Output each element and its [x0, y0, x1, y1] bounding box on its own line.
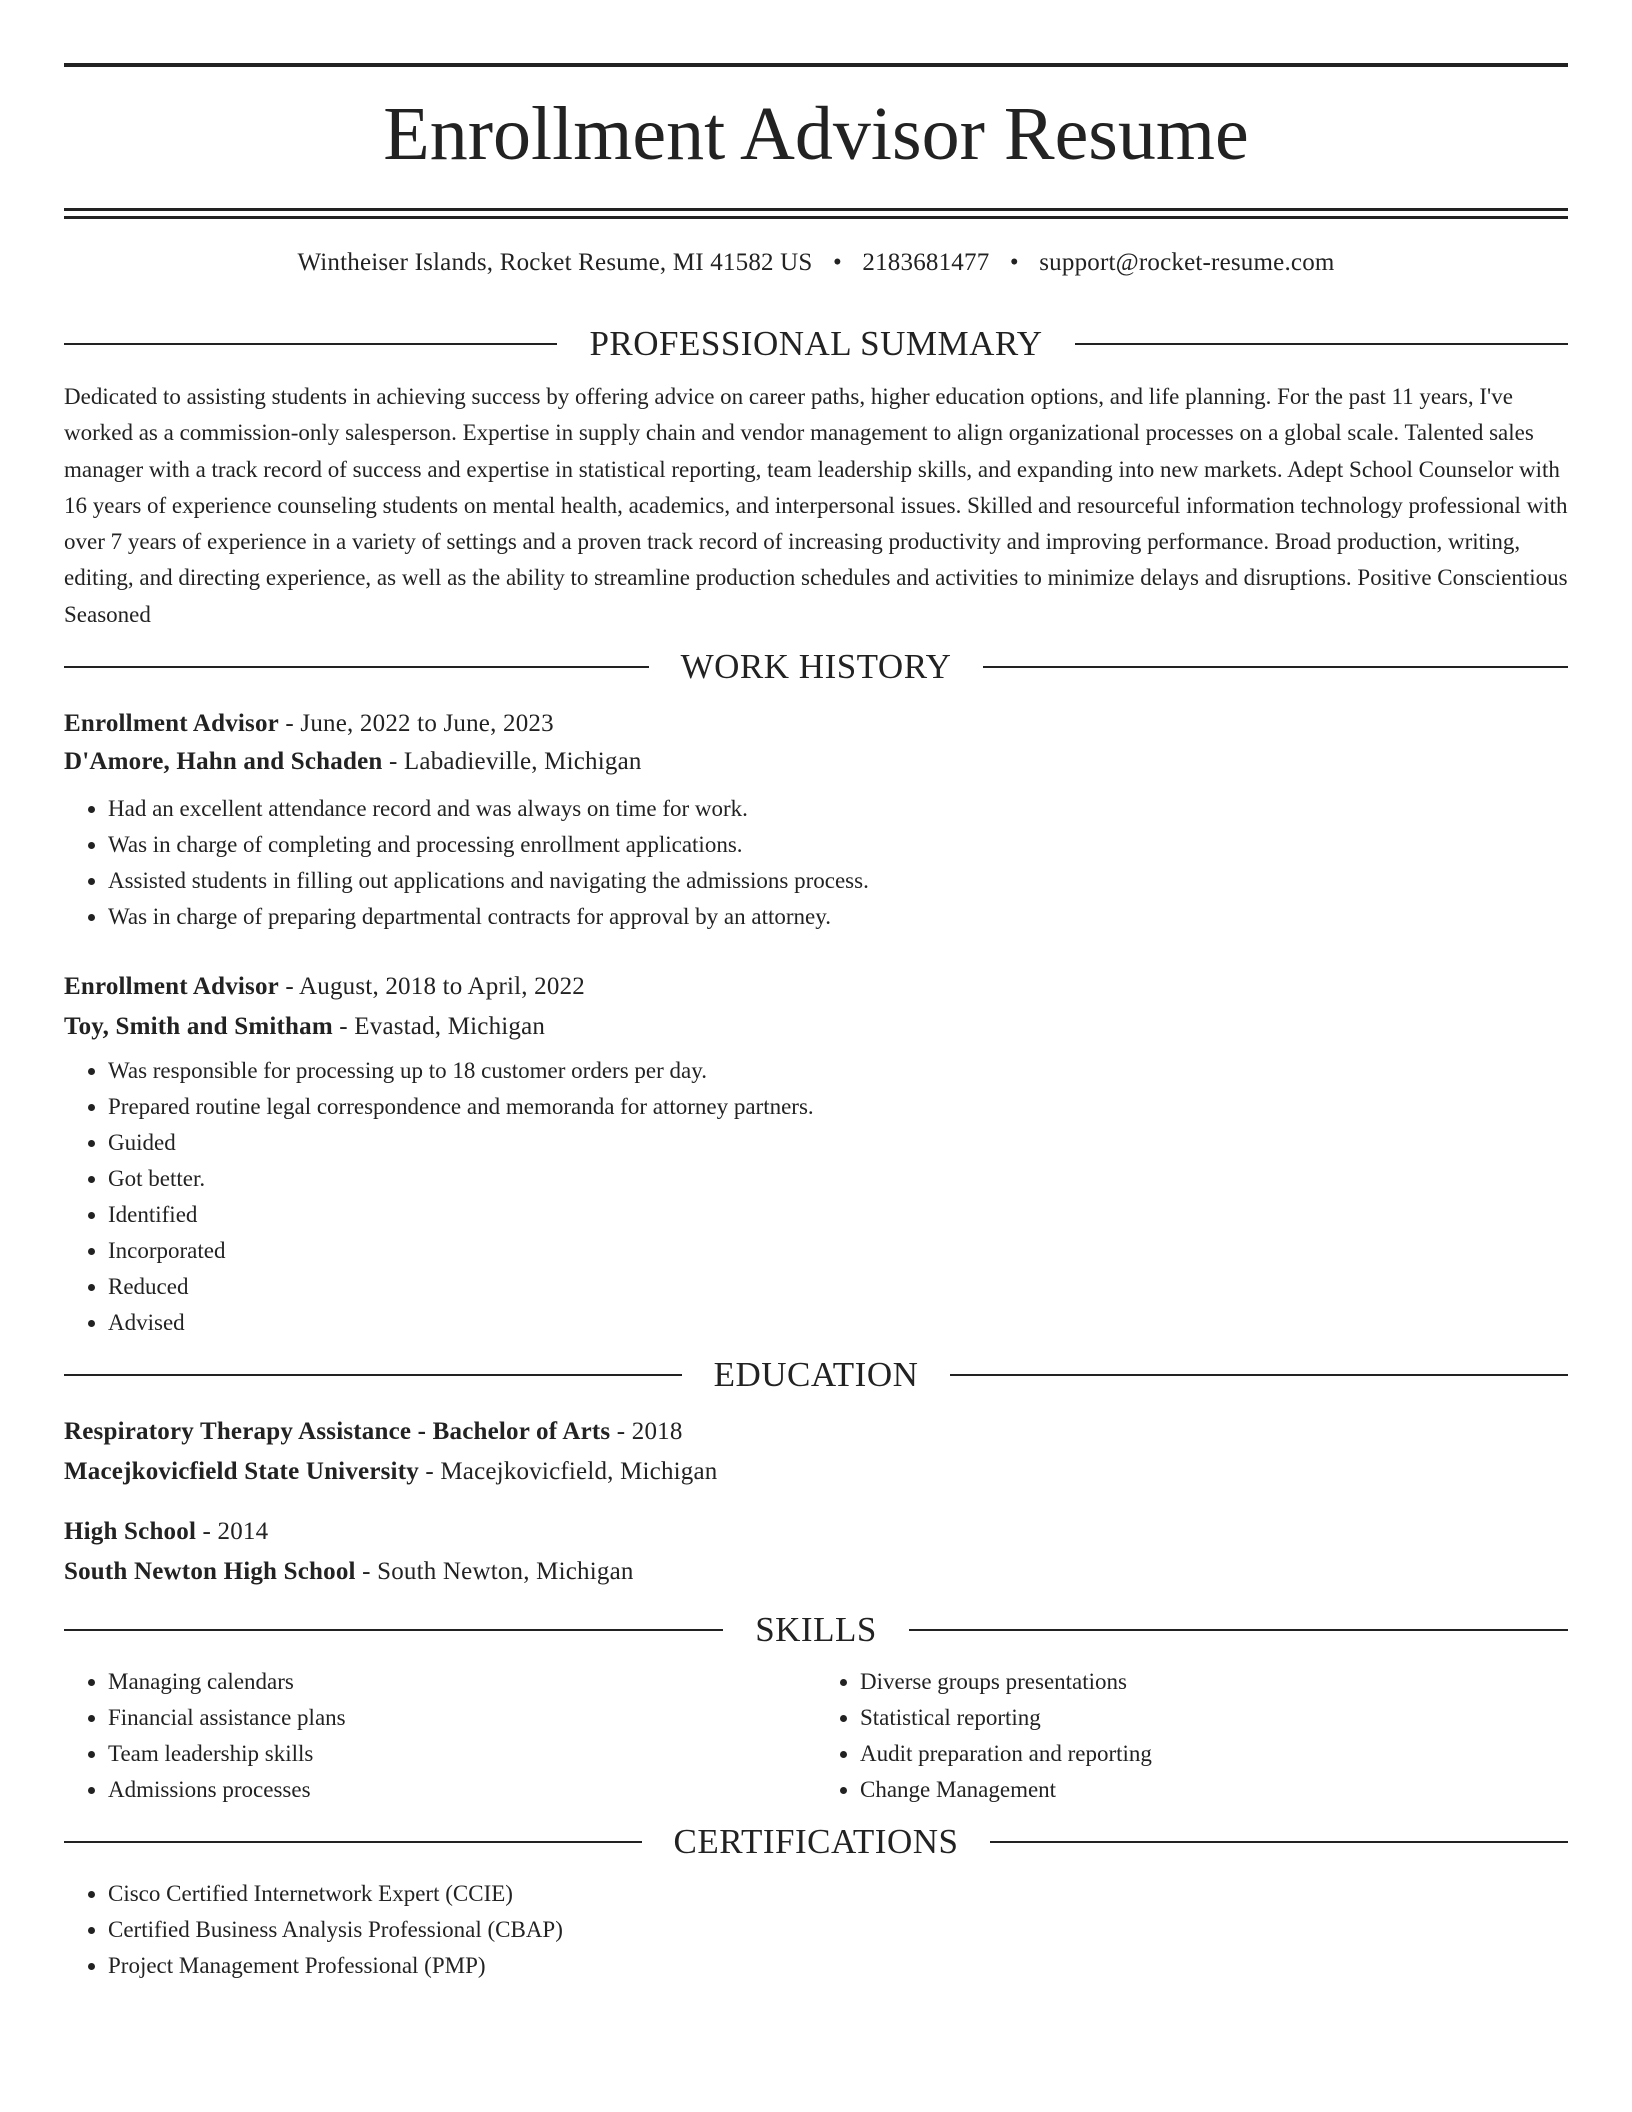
list-item: • Prepared routine legal correspondence and memoranda for attorney partners.	[108, 1089, 1568, 1125]
school-name: Macejkovicfield State University	[64, 1458, 419, 1486]
contact-phone: 2183681477	[862, 249, 990, 276]
list-item: • Identified	[108, 1197, 1568, 1233]
skills-heading	[64, 1610, 1568, 1650]
certifications-heading	[64, 1822, 1568, 1862]
list-item: • Assisted students in filling out applications and navigating the admissions process.	[108, 863, 1568, 899]
list-item: • Guided	[108, 1125, 1568, 1161]
contact-line	[64, 248, 1568, 278]
list-item: • Got better.	[108, 1161, 1568, 1197]
job-entry	[64, 709, 1568, 935]
divider-line	[64, 343, 557, 345]
school-line	[64, 1557, 1568, 1587]
job-dates: - June, 2022 to June, 2023	[278, 710, 554, 738]
section-title: WORK HISTORY	[680, 647, 952, 687]
school-line	[64, 1457, 1568, 1487]
degree: High School	[64, 1518, 197, 1546]
job-bullets	[64, 1053, 1568, 1341]
contact-separator: •	[1009, 249, 1019, 276]
job-title-line	[64, 972, 1568, 1002]
job-company-line	[64, 747, 1568, 777]
skills-list-right	[816, 1664, 1568, 1808]
skills-columns	[64, 1664, 1568, 1808]
graduation-year: - 2018	[610, 1418, 683, 1446]
school-location: - Macejkovicfield, Michigan	[418, 1458, 718, 1486]
section-title: EDUCATION	[713, 1355, 919, 1395]
job-title-line	[64, 709, 1568, 739]
job-company: D'Amore, Hahn and Schaden	[64, 748, 383, 776]
skill-item: • Financial assistance plans	[108, 1700, 816, 1736]
work-history-heading	[64, 647, 1568, 687]
certifications-list	[64, 1876, 1568, 1984]
divider-line	[64, 1374, 682, 1376]
section-title: PROFESSIONAL SUMMARY	[589, 324, 1043, 363]
header-double-rule	[64, 208, 1568, 211]
skill-item: • Statistical reporting	[860, 1700, 1568, 1736]
list-item: • Was in charge of preparing departmental contracts for approval by an attorney.	[108, 899, 1568, 935]
list-item: • Was in charge of completing and processing enrollment applications.	[108, 827, 1568, 863]
skills-list-left	[64, 1664, 816, 1808]
summary-text: Dedicated to assisting students in achieving success by offering advice on career paths, higher education options, and life planning. For the past 11 years, I've worked as a commission-only salesperson. Expertise in supply chain and vendor management to align organizational processes on a global scale. Talented sales manager with a track record of success and expertise in statistical reporting, team leadership skills, and expanding into new markets. Adept School Counselor with 16 years of experience counseling students on mental health, academics, and interpersonal issues. Skilled and resourceful information technology professional with over 7 years of experience in a variety of settings and a proven track record of increasing productivity and improving performance. Broad production, writing, editing, and directing experience, as well as the ability to streamline production schedules and activities to minimize delays and disruptions. Positive Conscientious Seasoned	[64, 384, 1568, 627]
education-entry	[64, 1417, 1568, 1487]
degree-line	[64, 1417, 1568, 1447]
job-company: Toy, Smith and Smitham	[64, 1013, 333, 1041]
degree: Respiratory Therapy Assistance - Bachelor of Arts	[64, 1418, 611, 1446]
resume-title: Enrollment Advisor Resume	[383, 92, 1249, 176]
job-location: - Evastad, Michigan	[332, 1013, 546, 1041]
job-entry	[64, 972, 1568, 1341]
job-dates: - August, 2018 to April, 2022	[278, 973, 585, 1001]
divider-line	[64, 1841, 642, 1843]
divider-line	[1075, 343, 1568, 345]
list-item: • Incorporated	[108, 1233, 1568, 1269]
job-bullets	[64, 791, 1568, 935]
education-heading	[64, 1355, 1568, 1395]
section-title: SKILLS	[755, 1610, 877, 1650]
divider-line	[64, 1629, 723, 1631]
job-location: - Labadieville, Michigan	[382, 748, 642, 776]
skill-item: • Admissions processes	[108, 1772, 816, 1808]
list-item: • Had an excellent attendance record and was always on time for work.	[108, 791, 1568, 827]
job-company-line	[64, 1012, 1568, 1042]
divider-line	[983, 666, 1568, 668]
divider-line	[64, 666, 649, 668]
job-title: Enrollment Advisor	[64, 710, 279, 738]
school-name: South Newton High School	[64, 1558, 356, 1586]
divider-line	[990, 1841, 1568, 1843]
list-item: • Reduced	[108, 1269, 1568, 1305]
skill-item: • Audit preparation and reporting	[860, 1736, 1568, 1772]
certification-item: • Cisco Certified Internetwork Expert (CCIE)	[108, 1876, 1568, 1912]
list-item: • Advised	[108, 1305, 1568, 1341]
education-entry	[64, 1517, 1568, 1587]
contact-separator: •	[832, 249, 842, 276]
summary-heading	[64, 324, 1568, 364]
contact-email[interactable]: support@rocket-resume.com	[1039, 249, 1335, 276]
list-item: • Was responsible for processing up to 18 customer orders per day.	[108, 1053, 1568, 1089]
skill-item: • Change Management	[860, 1772, 1568, 1808]
school-location: - South Newton, Michigan	[355, 1558, 634, 1586]
graduation-year: - 2014	[196, 1518, 269, 1546]
skill-item: • Diverse groups presentations	[860, 1664, 1568, 1700]
job-title: Enrollment Advisor	[64, 973, 279, 1001]
skill-item: • Managing calendars	[108, 1664, 816, 1700]
skill-item: • Team leadership skills	[108, 1736, 816, 1772]
section-title: CERTIFICATIONS	[673, 1822, 959, 1862]
contact-address: Wintheiser Islands, Rocket Resume, MI 41582 US	[297, 249, 813, 276]
divider-line	[909, 1629, 1568, 1631]
certification-item: • Project Management Professional (PMP)	[108, 1948, 1568, 1984]
degree-line	[64, 1517, 1568, 1547]
divider-line	[950, 1374, 1568, 1376]
certification-item: • Certified Business Analysis Professional (CBAP)	[108, 1912, 1568, 1948]
